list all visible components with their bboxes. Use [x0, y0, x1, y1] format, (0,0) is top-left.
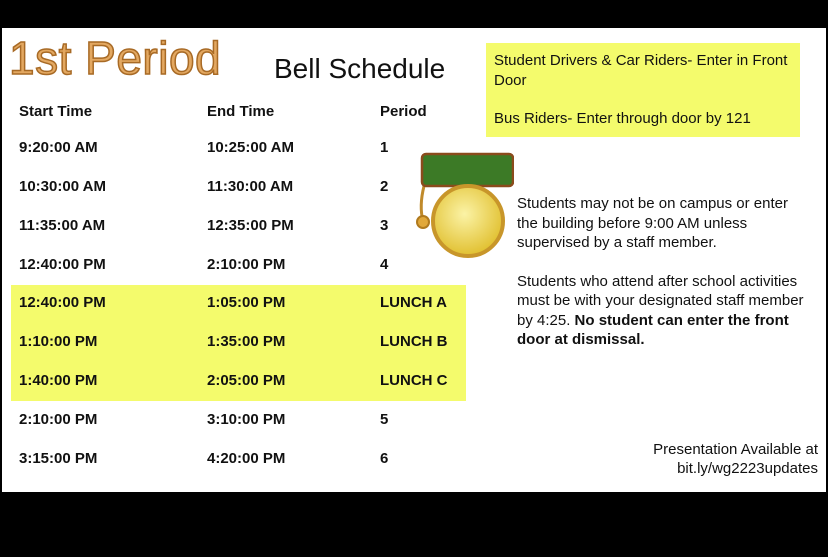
start-time: 9:20:00 AM: [19, 139, 98, 156]
end-time: 3:10:00 PM: [207, 411, 286, 428]
header-start-time: Start Time: [19, 103, 93, 120]
schedule-title: Bell Schedule: [274, 53, 446, 84]
end-time: 2:05:00 PM: [207, 372, 286, 389]
period: 3: [380, 217, 389, 234]
start-time: 12:40:00 PM: [19, 256, 106, 273]
table-row: [2, 211, 472, 241]
info-after-school: [517, 272, 807, 350]
start-time: 1:10:00 PM: [19, 333, 98, 350]
table-row: [2, 327, 472, 357]
end-time: 2:10:00 PM: [207, 256, 286, 273]
end-time: 12:35:00 PM: [207, 217, 294, 234]
end-time: 11:30:00 AM: [207, 178, 294, 195]
start-time: 3:15:00 PM: [19, 450, 98, 467]
end-time: 4:20:00 PM: [207, 450, 286, 467]
start-time: 2:10:00 PM: [19, 411, 98, 428]
presentation-url[interactable]: bit.ly/wg2223updates: [677, 460, 818, 477]
period: LUNCH B: [380, 333, 448, 350]
slide: [2, 28, 826, 492]
table-row: [2, 133, 472, 163]
presentation-label: Presentation Available at: [653, 441, 818, 458]
table-row: [2, 444, 472, 474]
info-dismissal-warning: No student can enter the front door at dismissal.: [517, 311, 789, 348]
campus-info: [517, 194, 807, 350]
table-row: [2, 405, 472, 435]
period: LUNCH A: [380, 294, 447, 311]
period: 5: [380, 411, 389, 428]
start-time: 12:40:00 PM: [19, 294, 106, 311]
presentation-link: [653, 440, 818, 478]
period: 4: [380, 256, 389, 273]
header-period: Period: [380, 103, 427, 120]
entry-notice: [486, 43, 800, 137]
table-row: [2, 288, 472, 318]
end-time: 1:05:00 PM: [207, 294, 286, 311]
period: LUNCH C: [380, 372, 448, 389]
table-row: [2, 172, 472, 202]
period: 6: [380, 450, 389, 467]
bell-icon: [414, 151, 514, 263]
period: 1: [380, 139, 389, 156]
end-time: 10:25:00 AM: [207, 139, 294, 156]
table-row: [2, 366, 472, 396]
notice-bus-riders: Bus Riders- Enter through door by 121: [494, 110, 751, 127]
end-time: 1:35:00 PM: [207, 333, 286, 350]
notice-drivers: Student Drivers & Car Riders- Enter in Front Door: [494, 52, 788, 89]
header-end-time: End Time: [207, 103, 275, 120]
table-row: [2, 250, 472, 280]
period-title: 1st Period: [9, 32, 222, 84]
table-header: [2, 97, 472, 127]
info-after-school-text: Students who attend after school activities must be with your designated staff member by 4:25.: [517, 272, 804, 329]
start-time: 1:40:00 PM: [19, 372, 98, 389]
info-campus-rules: Students may not be on campus or enter the building before 9:00 AM unless supervised by a staff member.: [517, 195, 788, 251]
period: 2: [380, 178, 389, 195]
start-time: 11:35:00 AM: [19, 217, 106, 234]
start-time: 10:30:00 AM: [19, 178, 106, 195]
